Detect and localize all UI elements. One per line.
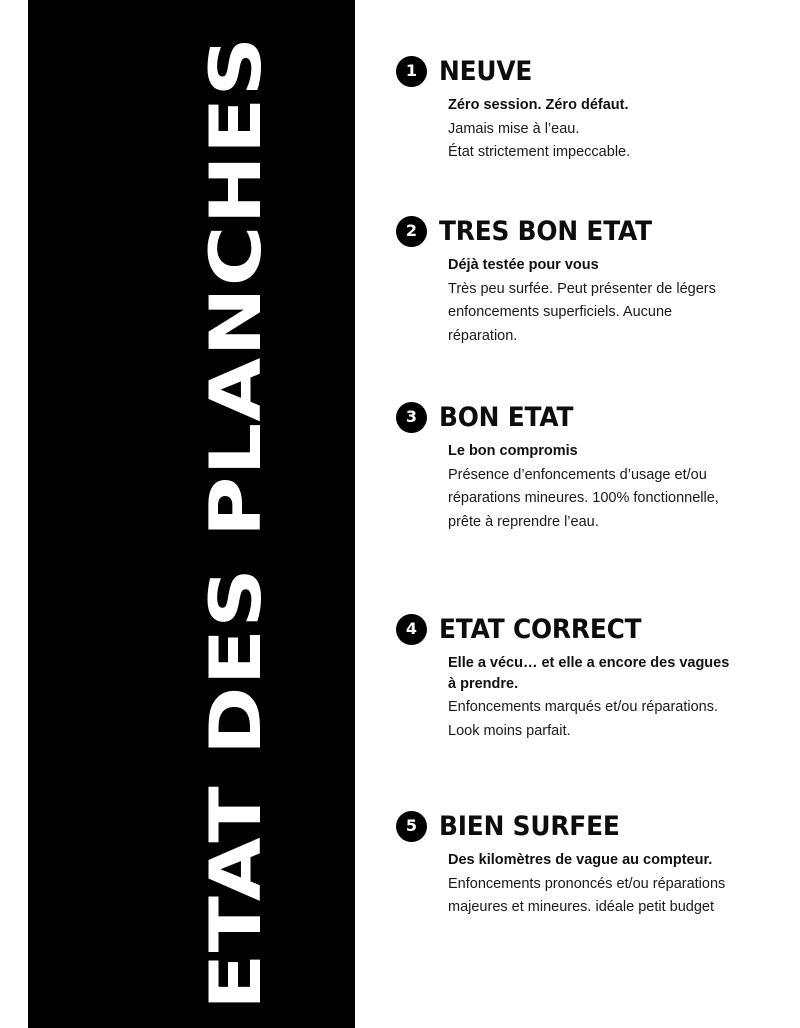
item-description: Très peu surfée. Peut présenter de légers enfoncements superficiels. Aucune réparation. <box>448 280 716 344</box>
page-title: ETAT DES PLANCHES <box>195 35 277 1010</box>
item-body <box>448 441 738 534</box>
vertical-title-wrap <box>28 0 355 1028</box>
item-header <box>396 54 756 88</box>
left-black-panel <box>28 0 355 1028</box>
item-header <box>396 809 756 843</box>
list-item-5 <box>396 809 756 920</box>
item-body <box>448 653 738 743</box>
item-lead: Le bon compromis <box>448 443 578 459</box>
item-title: ETAT CORRECT <box>439 613 642 645</box>
item-description: Jamais mise à l’eau. État strictement impeccable. <box>448 120 631 161</box>
list-item-3 <box>396 400 756 534</box>
list-item-2 <box>396 214 756 348</box>
item-body <box>448 850 738 920</box>
item-lead: Elle a vécu… et elle a encore des vagues à prendre. <box>448 655 730 692</box>
item-title: BON ETAT <box>439 401 574 433</box>
number-badge: 3 <box>396 402 427 433</box>
item-lead: Déjà testée pour vous <box>448 257 599 273</box>
item-header <box>396 400 756 434</box>
item-body <box>448 95 738 165</box>
item-title: NEUVE <box>439 55 533 87</box>
item-lead: Zéro session. Zéro défaut. <box>448 97 629 113</box>
list-item-4 <box>396 612 756 743</box>
item-header <box>396 214 756 248</box>
number-badge: 4 <box>396 614 427 645</box>
item-description: Enfoncements marqués et/ou réparations. Look moins parfait. <box>448 699 719 739</box>
number-badge: 5 <box>396 811 427 842</box>
list-item-1 <box>396 54 756 165</box>
number-badge: 2 <box>396 216 427 247</box>
item-lead: Des kilomètres de vague au compteur. <box>448 852 713 868</box>
item-title: TRES BON ETAT <box>439 215 652 247</box>
item-title: BIEN SURFEE <box>439 810 620 842</box>
number-badge: 1 <box>396 56 427 87</box>
item-header <box>396 612 756 646</box>
item-description: Enfoncements prononcés et/ou réparations majeures et mineures. idéale petit budget <box>448 875 726 916</box>
conditions-list <box>396 0 776 1028</box>
item-body <box>448 255 738 348</box>
item-description: Présence d’enfoncements d’usage et/ou réparations mineures. 100% fonctionnelle, prête à reprendre l’eau. <box>448 466 719 530</box>
